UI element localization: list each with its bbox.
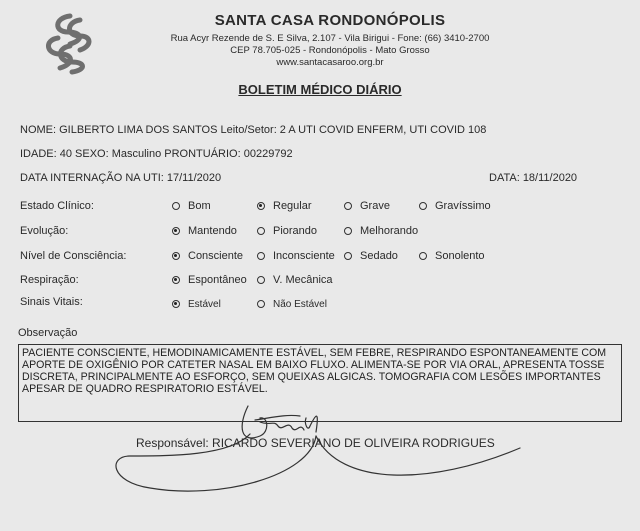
radio-unselected-icon [172, 202, 180, 210]
estado-clinico-label: Estado Clínico: [20, 200, 94, 212]
option-espontaneo: Espontâneo [172, 274, 247, 286]
observacao-label: Observação [18, 327, 78, 339]
option-sonolento: Sonolento [419, 250, 485, 262]
option-estavel: Estável [172, 299, 221, 310]
option-v-mecanica: V. Mecânica [257, 274, 333, 286]
option-inconsciente: Inconsciente [257, 250, 335, 262]
respiracao-label: Respiração: [20, 274, 79, 286]
radio-selected-icon [172, 276, 180, 284]
document-title: BOLETIM MÉDICO DIÁRIO [238, 82, 402, 97]
sinais-vitais-label: Sinais Vitais: [20, 296, 83, 308]
option-nao-estavel: Não Estável [257, 299, 327, 310]
radio-selected-icon [172, 252, 180, 260]
hospital-name: SANTA CASA RONDONÓPOLIS [214, 12, 446, 29]
evolucao-label: Evolução: [20, 225, 69, 237]
option-mantendo: Mantendo [172, 225, 237, 237]
website: www.santacasaroo.org.br [276, 57, 384, 68]
radio-unselected-icon [344, 227, 352, 235]
address-line-1: Rua Acyr Rezende de S. E Silva, 2.107 - Vila Birigui - Fone: (66) 3410-2700 [170, 33, 490, 44]
option-consciente: Consciente [172, 250, 243, 262]
observacao-text-box: PACIENTE CONSCIENTE, HEMODINAMICAMENTE ESTÁVEL, SEM FEBRE, RESPIRANDO ESPONTANEAMENTE COM APORTE DE OXIGÊNIO POR CATETER NASAL EM BAIXO FLUXO. ALIMENTA-SE POR VIA ORAL, APRESENTA TOSSE DISCRETA, PRINCIPALMENTE AO ESFORÇO, SEM QUEIXAS ALGICAS. TOMOGRAFIA COM LESÕES IMPORTANTES APESAR DE QUADRO RESPIRATORIO ESTÁVEL. [18, 344, 622, 422]
radio-unselected-icon [257, 252, 265, 260]
responsible-physician: Responsável: RICARDO SEVERIANO DE OLIVEIRA RODRIGUES [136, 436, 495, 450]
radio-unselected-icon [344, 202, 352, 210]
bulletin-date: DATA: 18/11/2020 [489, 172, 578, 184]
option-gravissimo: Gravíssimo [419, 200, 491, 212]
radio-selected-icon [257, 202, 265, 210]
admission-date-line: DATA INTERNAÇÃO NA UTI: 17/11/2020 [20, 172, 222, 184]
option-sedado: Sedado [344, 250, 398, 262]
patient-age-line: IDADE: 40 SEXO: Masculino PRONTUÁRIO: 00229792 [20, 148, 293, 160]
radio-unselected-icon [419, 202, 427, 210]
option-bom: Bom [172, 200, 211, 212]
patient-name-line: NOME: GILBERTO LIMA DOS SANTOS Leito/Setor: 2 A UTI COVID ENFERM, UTI COVID 108 [20, 124, 487, 136]
radio-unselected-icon [257, 300, 265, 308]
radio-unselected-icon [344, 252, 352, 260]
radio-unselected-icon [257, 276, 265, 284]
radio-unselected-icon [419, 252, 427, 260]
option-regular: Regular [257, 200, 312, 212]
radio-unselected-icon [257, 227, 265, 235]
option-melhorando: Melhorando [344, 225, 418, 237]
option-grave: Grave [344, 200, 390, 212]
radio-selected-icon [172, 227, 180, 235]
option-piorando: Piorando [257, 225, 317, 237]
address-line-2: CEP 78.705-025 - Rondonópolis - Mato Grosso [230, 45, 430, 56]
consciencia-label: Nível de Consciência: [20, 250, 127, 262]
radio-selected-icon [172, 300, 180, 308]
